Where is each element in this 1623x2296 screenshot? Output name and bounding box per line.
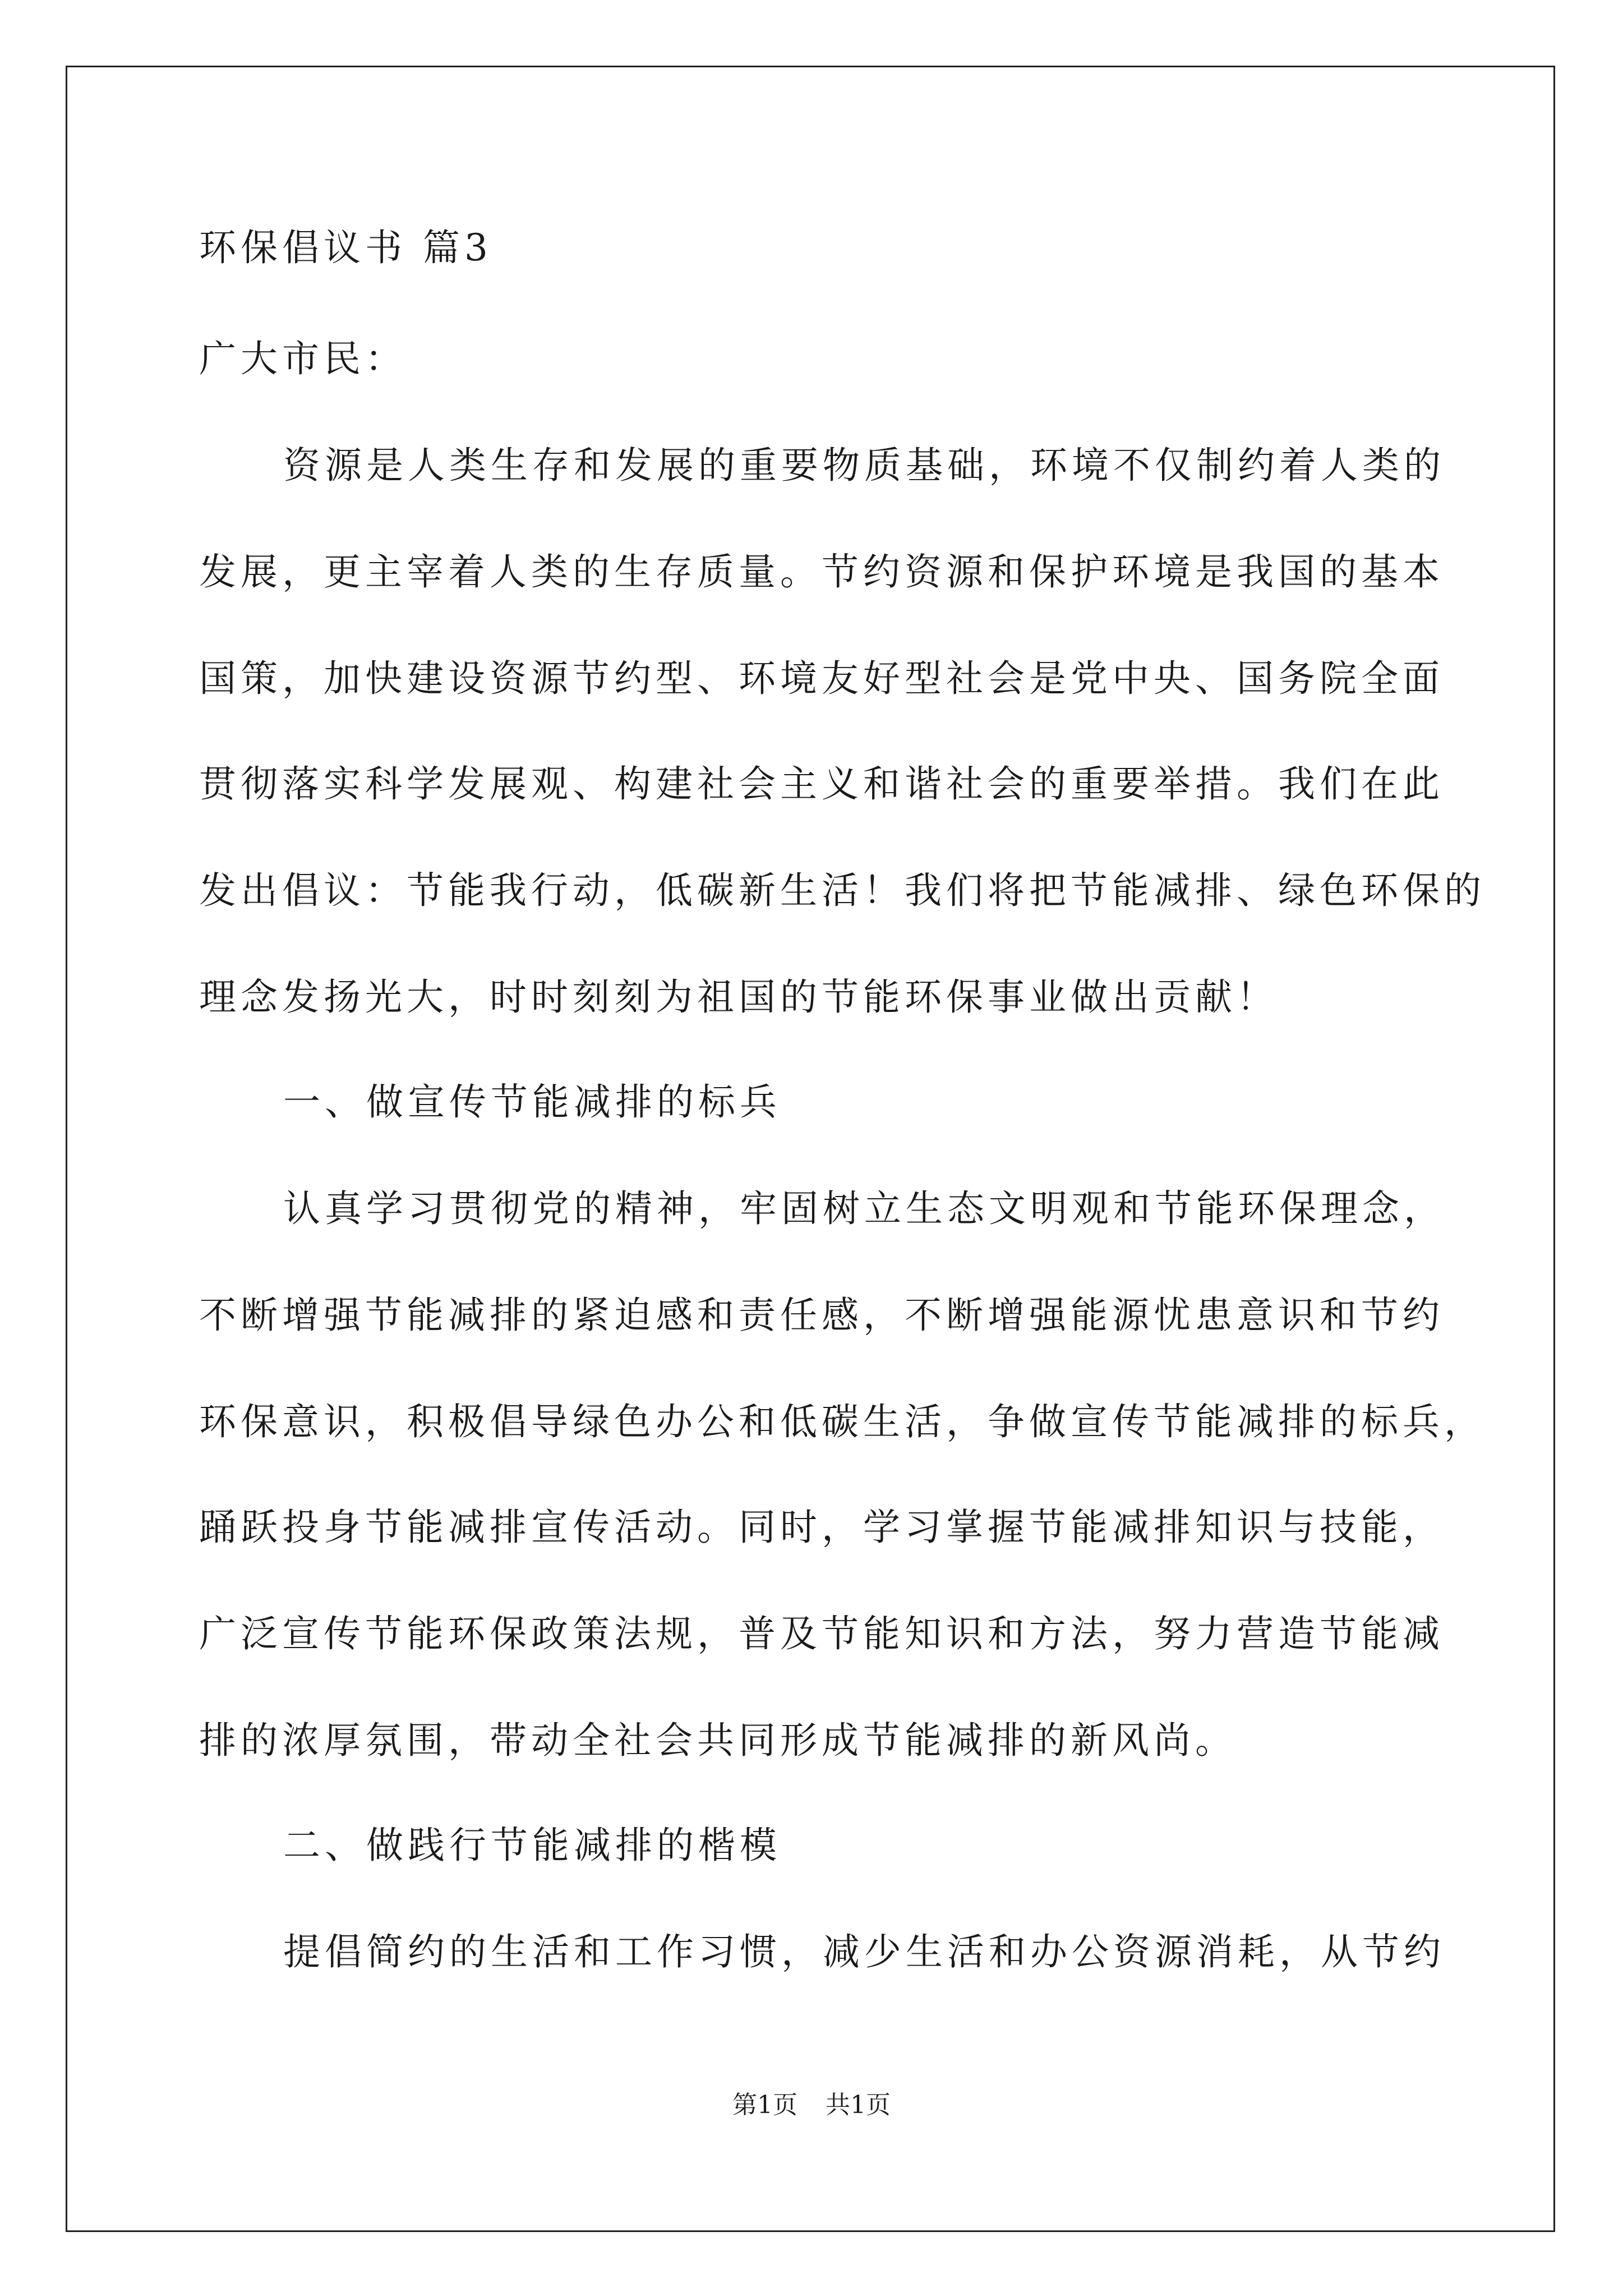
- paragraph-line: 广泛宣传节能环保政策法规，普及节能知识和方法，努力营造节能减: [199, 1612, 1444, 1655]
- section-heading: 一、做宣传节能减排的标兵: [283, 1080, 781, 1124]
- section-heading: 二、做践行节能减排的楷模: [283, 1824, 781, 1867]
- page-total: 共1页: [826, 2091, 891, 2119]
- page-number: 第1页: [732, 2091, 797, 2119]
- paragraph-line: 国策，加快建设资源节约型、环境友好型社会是党中央、国务院全面: [199, 657, 1444, 700]
- paragraph-line: 理念发扬光大，时时刻刻为祖国的节能环保事业做出贡献！: [199, 976, 1278, 1019]
- paragraph-line: 提倡简约的生活和工作习惯，减少生活和办公资源消耗，从节约: [283, 1930, 1445, 1973]
- paragraph-line: 发出倡议：节能我行动，低碳新生活！我们将把节能减排、绿色环保的: [199, 869, 1486, 912]
- paragraph-line: 不断增强节能减排的紧迫感和责任感，不断增强能源忧患意识和节约: [199, 1294, 1444, 1337]
- page-footer: [0, 2090, 1623, 2121]
- paragraph-line: 资源是人类生存和发展的重要物质基础，环境不仅制约着人类的: [283, 444, 1445, 487]
- paragraph-line: 贯彻落实科学发展观、构建社会主义和谐社会的重要举措。我们在此: [199, 762, 1444, 806]
- paragraph-line: 排的浓厚氛围，带动全社会共同形成节能减排的新风尚。: [199, 1719, 1237, 1762]
- paragraph-line: 认真学习贯彻党的精神，牢固树立生态文明观和节能环保理念，: [283, 1187, 1445, 1230]
- paragraph-line: 环保意识，积极倡导绿色办公和低碳生活，争做宣传节能减排的标兵，: [199, 1400, 1486, 1443]
- salutation: 广大市民：: [199, 337, 407, 380]
- document-title: 环保倡议书 篇3: [199, 226, 492, 269]
- page-border: [66, 66, 1555, 2232]
- paragraph-line: 发展，更主宰着人类的生存质量。节约资源和保护环境是我国的基本: [199, 550, 1444, 593]
- paragraph-line: 踊跃投身节能减排宣传活动。同时，学习掌握节能减排知识与技能，: [199, 1506, 1444, 1549]
